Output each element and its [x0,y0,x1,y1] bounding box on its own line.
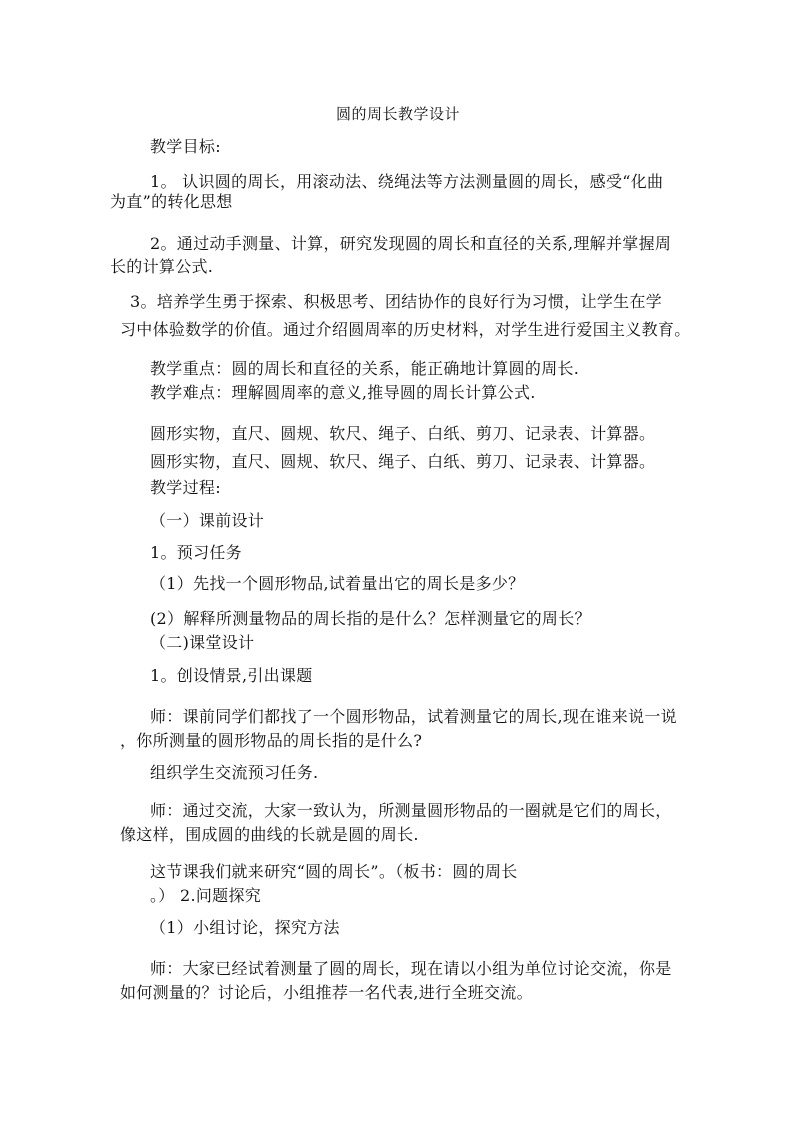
materials-line-2: 圆形实物，直尺、圆规、软尺、绳子、白纸、剪刀、记录表、计算器。 [150,452,656,471]
difficulty: 教学难点：理解圆周率的意义,推导圆的周长计算公式. [150,383,536,402]
teacher-remark-3-line-1: 师：大家已经试着测量了圆的周长，现在请以小组为单位讨论交流，你是 [150,959,672,978]
teacher-remark-2-line-1: 师：通过交流，大家一致认为，所测量圆形物品的一圈就是它们的周长， [150,801,672,820]
section-1-heading: （一）课前设计 [150,511,265,530]
objective-3-line-2: 习中体验数学的价值。通过介绍圆周率的历史材料，对学生进行爱国主义教育。 [120,320,691,339]
document-title: 圆的周长教学设计 [336,105,461,123]
lesson-intro-line-2: 。） 2.问题探究 [150,886,262,905]
organize-exchange: 组织学生交流预习任务. [150,763,319,782]
teacher-remark-1-line-2: ，你所测量的圆形物品的周长指的是什么? [120,731,423,750]
teacher-remark-2-line-2: 像这样，围成圆的曲线的长就是圆的周长. [120,825,419,844]
objective-1-line-1: 1。 认识圆的周长，用滚动法、绕绳法等方法测量圆的周长，感受“化曲 [150,172,664,191]
materials-line-1: 圆形实物，直尺、圆规、软尺、绳子、白纸、剪刀、记录表、计算器。 [150,424,656,443]
teacher-remark-3-line-2: 如何测量的？讨论后，小组推荐一名代表,进行全班交流。 [120,983,533,1002]
objective-3-line-1: 3。培养学生勇于探索、积极思考、团结协作的良好行为习惯，让学生在学 [130,292,663,311]
task-1: （1）先找一个圆形物品,试着量出它的周长是多少？ [150,574,525,593]
task-heading: 1。预习任务 [150,543,242,562]
process-heading: 教学过程: [150,478,221,497]
objective-1-line-2: 为直”的转化思想 [110,192,233,211]
objective-2-line-2: 长的计算公式. [110,257,214,276]
objective-2-line-1: 2。通过动手测量、计算，研究发现圆的周长和直径的关系,理解并掌握周 [150,234,672,253]
section-2-heading: （二)课堂设计 [150,633,255,652]
group-discussion-heading: （1）小组讨论，探究方法 [150,918,340,937]
task-2: (2）解释所测量物品的周长指的是什么？怎样测量它的周长？ [150,609,591,628]
step-1-heading: 1。创设情景,引出课题 [150,666,313,685]
key-point: 教学重点：圆的周长和直径的关系，能正确地计算圆的周长. [150,359,580,378]
objectives-heading: 教学目标: [150,137,221,156]
lesson-intro-line-1: 这节课我们就来研究“圆的周长”。（板书：圆的周长 [150,862,518,881]
teacher-remark-1-line-1: 师：课前同学们都找了一个圆形物品，试着测量它的周长,现在谁来说一说 [150,707,677,726]
